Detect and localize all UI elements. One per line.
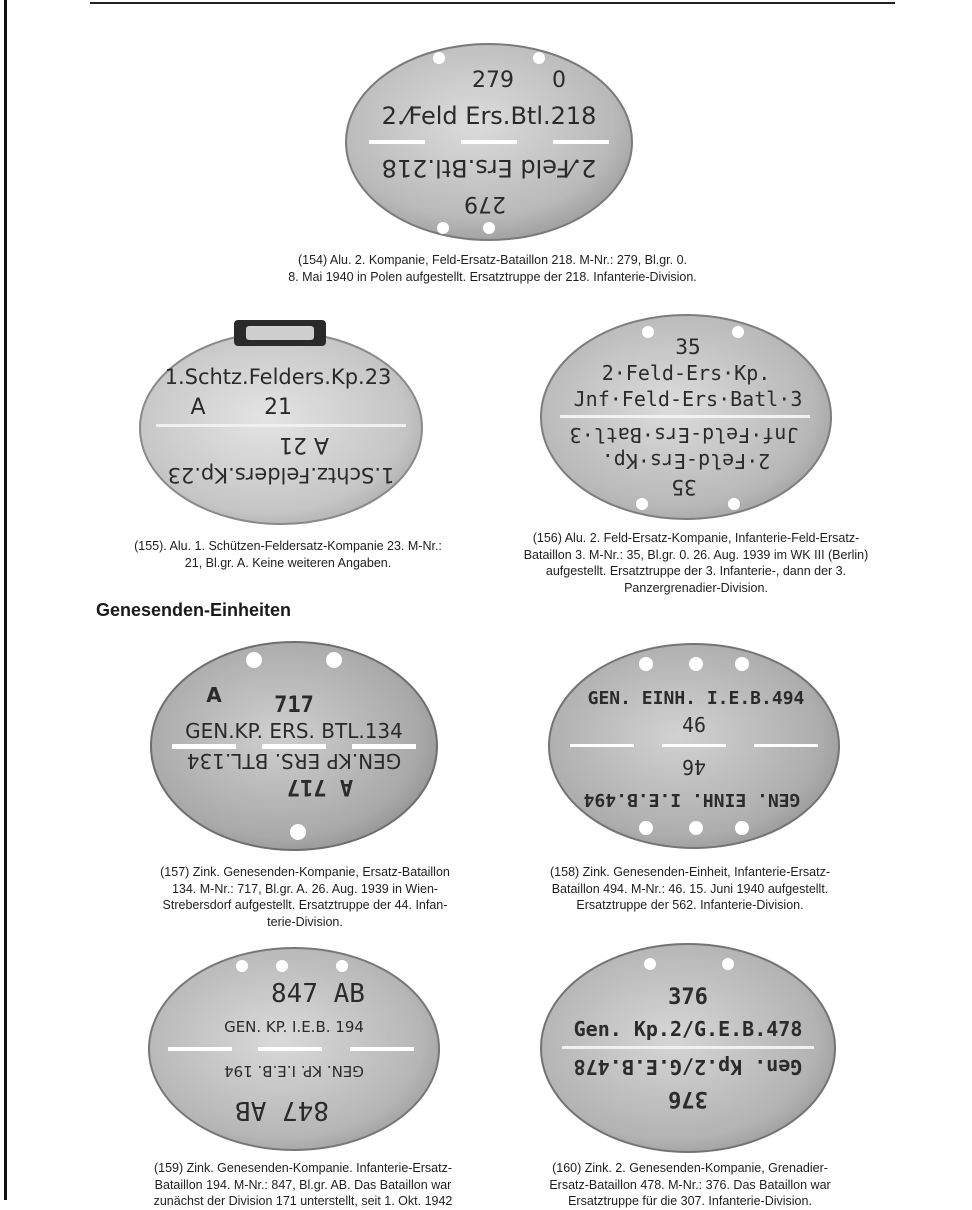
tag-154-unit-upper: 2.⁄Feld Ers.Btl.218 <box>381 102 597 130</box>
tag-160-number-lower: 376 <box>668 1086 708 1111</box>
tag-157-unit-lower: GEN.KP ERS. BTL.134 <box>186 749 402 773</box>
tag-157-unit-upper: GEN.KP. ERS. BTL.134 <box>185 719 403 743</box>
tag-157-bloodgroup-upper: A <box>206 683 222 707</box>
tag-155-number-lower: A 21 <box>278 432 330 457</box>
tag-156-battalion-upper: Jnf·Feld-Ers·Batl·3 <box>573 387 803 411</box>
tag-160-unit-lower: Gen. Kp.2/G.E.B.478 <box>573 1055 803 1079</box>
tag-155-unit-lower: 1.Schtz.Felders.Kp.23 <box>167 463 395 487</box>
tag-157-number-lower: A 717 <box>286 774 354 799</box>
tag-154-number-lower: 279 <box>464 191 506 216</box>
tag-159-number-lower: 847 AB <box>235 1095 329 1125</box>
tag-156-number-lower: 35 <box>671 475 697 499</box>
tag-158-unit-lower: GEN. EINH. I.E.B.494 <box>583 789 801 810</box>
dog-tag-158 <box>546 642 842 850</box>
tag-155-unit-upper: 1.Schtz.Felders.Kp.23 <box>164 365 392 389</box>
tag-156-company-upper: 2·Feld-Ers·Kp. <box>601 361 771 385</box>
tag-156-battalion-lower: Jnf·Feld-Ers·Batl·3 <box>569 423 799 447</box>
tag-156-number-upper: 35 <box>675 335 701 359</box>
tag-158-unit-upper: GEN. EINH. I.E.B.494 <box>587 688 805 709</box>
tag-159-unit-upper: GEN. KP. I.E.B. 194 <box>224 1018 364 1036</box>
tag-158-number-lower: 46 <box>681 755 707 779</box>
tag-159-unit-lower: GEN. KP. I.E.B. 194 <box>224 1062 364 1080</box>
page-border <box>4 0 7 1200</box>
caption-160: (160) Zink. 2. Genesenden-Kompanie, Grenadier- Ersatz-Bataillon 478. M-Nr.: 376. Das Bataillon war Ersatztruppe für die 307. Infanterie-Division. <box>549 1161 831 1208</box>
dog-tag-156 <box>538 312 834 522</box>
tag-154-bloodgroup-upper: 0 <box>552 68 566 93</box>
caption-156: (156) Alu. 2. Feld-Ersatz-Kompanie, Infanterie-Feld-Ersatz- Bataillon 3. M-Nr.: 35, Bl.gr. 0. 26. Aug. 1939 im WK III (Berlin) aufgestellt. Ersatztruppe der 3. Infanterie-, dann der 3. Panzergrenadier-Division. <box>523 531 869 595</box>
tag-156-company-lower: 2·Feld-Ers·Kp. <box>601 449 771 473</box>
tag-160-number-upper: 376 <box>668 985 708 1010</box>
tag-159-number-upper: 847 AB <box>271 979 365 1009</box>
dog-tag-157 <box>148 640 440 852</box>
caption-158: (158) Zink. Genesenden-Einheit, Infanterie-Ersatz- Bataillon 494. M-Nr.: 46. 15. Juni 1940 aufgestellt. Ersatztruppe der 562. Infanterie-Division. <box>550 865 830 912</box>
section-heading: Genesenden-Einheiten <box>96 600 292 620</box>
dog-tag-155 <box>138 318 424 526</box>
tag-160-unit-upper: Gen. Kp.2/G.E.B.478 <box>573 1017 803 1041</box>
top-rule <box>90 2 895 4</box>
dog-tag-154 <box>343 42 635 242</box>
tag-155-number-upper: 21 <box>264 395 292 420</box>
tag-154-number-upper: 279 <box>472 68 514 93</box>
caption-159: (159) Zink. Genesenden-Kompanie. Infanterie-Ersatz- Bataillon 194. M-Nr.: 847, Bl.gr. AB. Das Bataillon war zunächst der Division 171 unterstellt, seit 1. Okt. 1942 <box>153 1161 453 1208</box>
tag-154-unit-lower: 2.⁄Feld Ers.Btl.218 <box>381 154 597 182</box>
dog-tag-159 <box>146 946 442 1152</box>
tag-155-bloodgroup-upper: A <box>190 395 206 420</box>
dog-tag-160 <box>538 942 838 1154</box>
caption-155: (155). Alu. 1. Schützen-Feldersatz-Kompanie 23. M-Nr.: 21, Bl.gr. A. Keine weiteren Angaben. <box>134 539 442 570</box>
tag-157-number-upper: 717 <box>274 693 314 718</box>
caption-157: (157) Zink. Genesenden-Kompanie, Ersatz-Bataillon 134. M-Nr.: 717, Bl.gr. A. 26. Aug. 1939 in Wien- Strebersdorf aufgestellt. Ersatztruppe der 44. Infan- terie-Division. <box>160 865 450 929</box>
tag-158-number-upper: 46 <box>681 713 707 737</box>
caption-154: (154) Alu. 2. Kompanie, Feld-Ersatz-Bataillon 218. M-Nr.: 279, Bl.gr. 0. 8. Mai 1940 in Polen aufgestellt. Ersatztruppe der 218. Infanterie-Division. <box>288 253 697 284</box>
